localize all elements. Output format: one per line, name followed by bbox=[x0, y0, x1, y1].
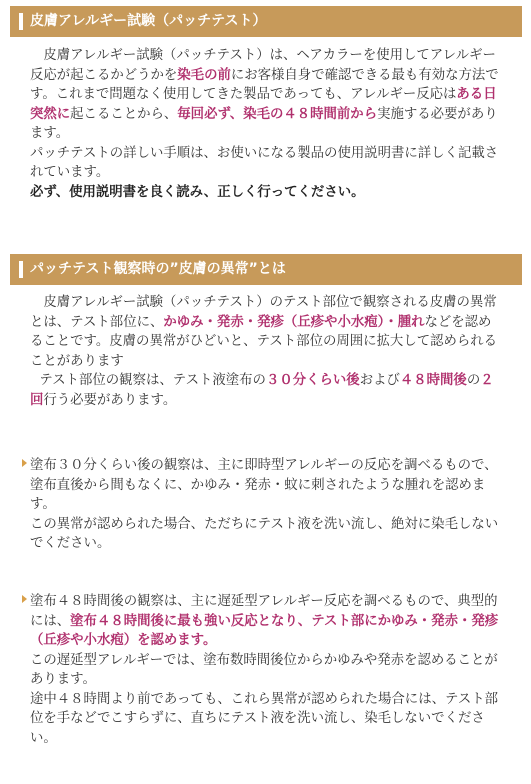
highlight-text: 毎回必ず、染毛の４８時間前から bbox=[177, 106, 378, 122]
bullet-text: この異常が認められた場合、ただちにテスト液を洗い流し、絶対に染毛しないでください。 bbox=[30, 516, 499, 551]
warning-paragraph: 必ず、使用説明書を良く読み、正しく行ってください。 bbox=[30, 184, 365, 200]
section-heading-label: 皮膚アレルギー試験（パッチテスト） bbox=[30, 13, 267, 29]
highlight-text: ２回 bbox=[30, 373, 494, 408]
abnormality-paragraph bbox=[30, 293, 500, 371]
bullet-text: 途中４８時間より前であっても、これら異常が認められた場合には、テスト部位を手などでこすらずに、直ちにテスト液を洗い流し、染毛しないでください。 bbox=[30, 691, 498, 746]
text: および bbox=[359, 373, 400, 388]
section-heading-patch-test bbox=[10, 6, 522, 37]
bullet-arrow-icon bbox=[22, 595, 27, 603]
bullet-30min-observation bbox=[30, 456, 505, 554]
observation-paragraph bbox=[30, 371, 500, 410]
text: の bbox=[466, 373, 481, 388]
text: 皮膚アレルギー試験（パッチテスト）は、ヘアカラーを使用してアレルギー反応が起こるかどうかを bbox=[30, 48, 496, 83]
highlight-text: ４８時間後 bbox=[399, 373, 467, 388]
text: 起こることから、 bbox=[70, 106, 178, 122]
highlight-text: かゆみ・発赤・発疹（丘疹や小水疱）・腫れ bbox=[163, 314, 425, 330]
text: 皮膚アレルギー試験（パッチテスト）のテスト部位で観察される皮膚の異常とは、テスト部位に、 bbox=[30, 295, 497, 330]
text: 行う必要があります。 bbox=[43, 392, 177, 408]
text: 実施する必要があります。 bbox=[30, 106, 498, 141]
text: テスト部位の観察は、テスト液塗布の bbox=[39, 373, 266, 388]
text: などを認めることです。皮膚の異常がひどいと、テスト部位の周囲に拡大して認められることがあります bbox=[30, 314, 498, 369]
bullet-text: この遅延型アレルギーでは、塗布数時間後位からかゆみや発赤を認めることがあります。 bbox=[30, 652, 498, 687]
instructions-paragraph: パッチテストの詳しい手順は、お使いになる製品の使用説明書に詳しく記載されています。 bbox=[30, 145, 499, 180]
highlight-text: ある日突然に bbox=[30, 87, 497, 122]
bullet-48h-observation bbox=[30, 592, 505, 748]
highlight-text: 塗布４８時間後に最も強い反応となり、テスト部にかゆみ・発赤・発疹（丘疹や小水疱）を認めます。 bbox=[30, 613, 499, 648]
intro-paragraph bbox=[30, 46, 500, 144]
bullet-text bbox=[30, 592, 505, 651]
bullet-arrow-icon bbox=[22, 459, 27, 467]
section-heading-label: パッチテスト観察時の”皮膚の異常”とは bbox=[30, 261, 286, 277]
text: にお客様自身で確認できる最も有効な方法です。これまで問題なく使用してきた製品であっても、アレルギー反応は bbox=[30, 67, 499, 102]
section-heading-skin-abnormality bbox=[10, 254, 522, 285]
skin-abnormality-description bbox=[30, 293, 500, 410]
bullet-text: 塗布３０分くらい後の観察は、主に即時型アレルギーの反応を調べるもので、塗布直後から間もなくに、かゆみ・発赤・蚊に刺されたような腫れを認めます。 bbox=[30, 458, 498, 512]
patch-test-description bbox=[30, 46, 500, 202]
highlight-text: 染毛の前 bbox=[177, 67, 231, 83]
text: 塗布４８時間後の観察は、主に遅延型アレルギー反応を調べるもので、典型的には、 bbox=[30, 594, 498, 629]
highlight-text: ３０分くらい後 bbox=[265, 373, 360, 388]
